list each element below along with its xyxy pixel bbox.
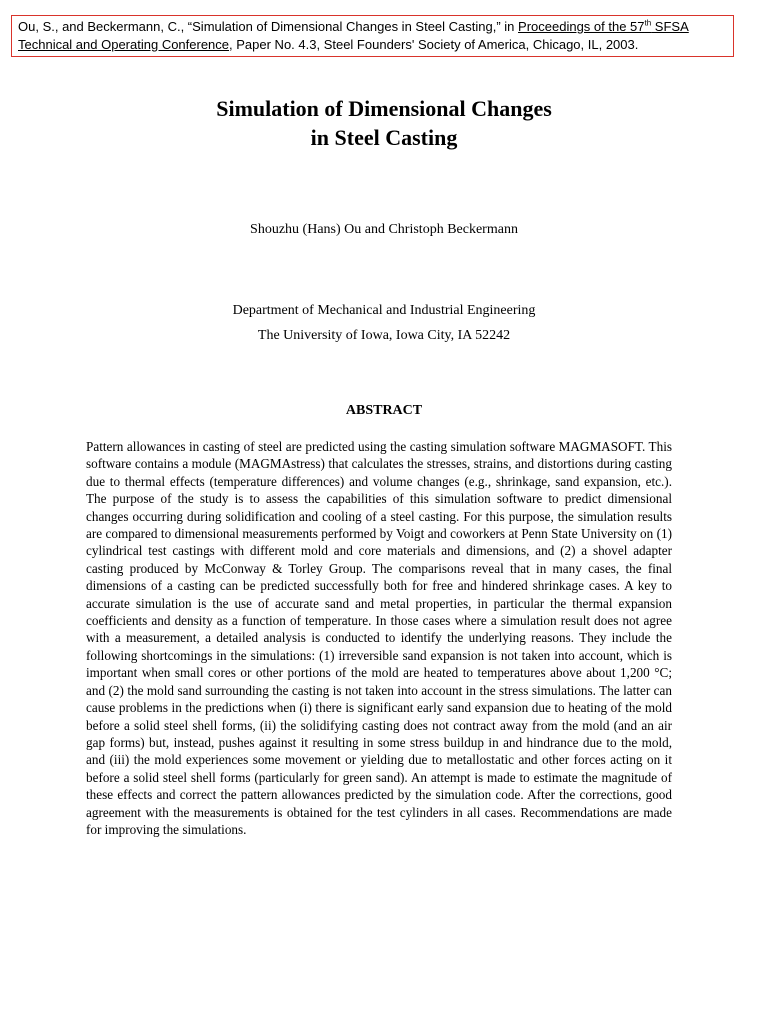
paper-title-line-2: in Steel Casting xyxy=(310,125,458,150)
paper-title-line-1: Simulation of Dimensional Changes xyxy=(216,96,552,121)
citation-box xyxy=(11,15,734,57)
affiliation-university: The University of Iowa, Iowa City, IA 52242 xyxy=(257,328,511,343)
affiliation xyxy=(0,298,768,348)
citation-proceedings-part1: Proceedings of the 57 xyxy=(518,19,645,34)
citation-proceedings-superscript: th xyxy=(644,18,652,28)
paper-title xyxy=(0,94,768,152)
authors: Shouzhu (Hans) Ou and Christoph Beckermann xyxy=(250,222,518,237)
abstract-body: Pattern allowances in casting of steel are predicted using the casting simulation software MAGMASOFT. This software contains a module (MAGMAstress) that calculates the stresses, strains, and distortions during casting due to thermal effects (temperature differences) and volume changes (e.g., shrinkage, sand expansion, etc.). The purpose of the study is to assess the capabilities of this simulation software to predict dimensional changes occurring during solidification and cooling of a steel casting. For this purpose, the simulation results are compared to dimensional measurements performed by Voigt and coworkers at Penn State University on (1) cylindrical test castings with different mold and core materials and dimensions, and (2) a shovel adapter casting produced by McConway & Torley Group. The comparisons reveal that in many cases, the final dimensions of a casting can be predicted successfully both for free and hindered shrinkage cases. A key to accurate simulation is the use of accurate sand and metal properties, in particular the thermal expansion coefficients and density as a function of temperature. In those cases where a simulation result does not agree with a measurement, a detailed analysis is conducted to identify the underlying reasons. They include the following shortcomings in the simulations: (1) irreversible sand expansion is not taken into account, which is important when small cores or other portions of the mold are heated to temperatures above about 1,200 °C; and (2) the mold sand surrounding the casting is not taken into account in the stress simulations. The latter can cause problems in the predictions when (i) there is significant early sand expansion due to heating of the mold before a solid steel shell forms, (ii) the solidifying casting does not contract away from the mold (and an air gap forms) but, instead, pushes against it resulting in some stress buildup in and hindrance due to the mold, and (iii) the mold experiences some movement or yielding due to metallostatic and other forces acting on it before a solid steel shell forms (particularly for green sand). An attempt is made to estimate the magnitude of these effects and correct the pattern allowances predicted by the simulation code. After the corrections, good agreement with the measurements is obtained for the test cylinders in all cases. Recommendations are made for improving the simulations. xyxy=(86,439,672,837)
citation-proceedings-part2: SFSA Technical and Operating Conference xyxy=(18,19,689,52)
abstract-heading: ABSTRACT xyxy=(345,403,423,418)
citation-prefix: Ou, S., and Beckermann, C., “Simulation of Dimensional Changes in Steel Casting,” in xyxy=(18,19,519,34)
affiliation-department: Department of Mechanical and Industrial Engineering xyxy=(232,303,536,318)
citation-suffix: , Paper No. 4.3, Steel Founders' Society of America, Chicago, IL, 2003. xyxy=(229,37,639,52)
